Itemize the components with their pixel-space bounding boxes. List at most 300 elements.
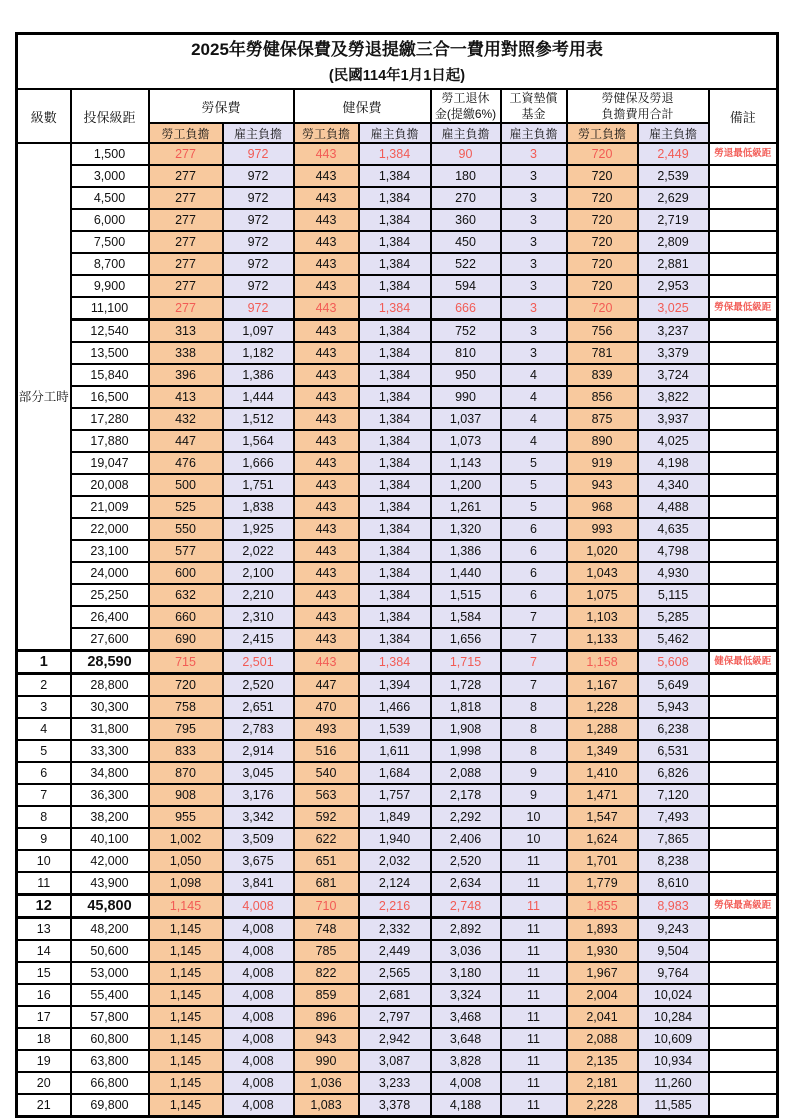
- header-labor-fee: 勞保費: [149, 89, 294, 123]
- table-row: [17, 984, 778, 1006]
- remark-cell: [709, 1094, 778, 1117]
- remark-cell: [709, 1006, 778, 1028]
- table-row: [17, 606, 778, 628]
- cell-total-employer: 4,488: [638, 496, 709, 518]
- remark-cell: [709, 474, 778, 496]
- cell-level: 11: [17, 872, 71, 895]
- cell-total-employee: 993: [567, 518, 638, 540]
- cell-labor-employer: 1,444: [223, 386, 294, 408]
- cell-wage-fund-employer: 11: [501, 1050, 567, 1072]
- cell-pension-employer: 1,715: [431, 651, 501, 674]
- cell-labor-employer: 4,008: [223, 918, 294, 941]
- cell-health-employee: 859: [294, 984, 359, 1006]
- cell-labor-employee: 525: [149, 496, 223, 518]
- cell-labor-employer: 3,045: [223, 762, 294, 784]
- cell-labor-employee: 758: [149, 696, 223, 718]
- table-row: [17, 408, 778, 430]
- cell-labor-employee: 277: [149, 165, 223, 187]
- cell-total-employee: 1,624: [567, 828, 638, 850]
- cell-health-employer: 2,032: [359, 850, 431, 872]
- cell-labor-employer: 972: [223, 165, 294, 187]
- table-row: [17, 962, 778, 984]
- cell-total-employer: 10,284: [638, 1006, 709, 1028]
- bracket-cell: 63,800: [71, 1050, 149, 1072]
- cell-total-employer: 3,724: [638, 364, 709, 386]
- cell-total-employer: 8,610: [638, 872, 709, 895]
- cell-total-employer: 3,822: [638, 386, 709, 408]
- cell-pension-employer: 2,892: [431, 918, 501, 941]
- cell-labor-employer: 2,914: [223, 740, 294, 762]
- bracket-cell: 55,400: [71, 984, 149, 1006]
- bracket-cell: 43,900: [71, 872, 149, 895]
- cell-pension-employer: 1,386: [431, 540, 501, 562]
- bracket-cell: 17,880: [71, 430, 149, 452]
- bracket-cell: 69,800: [71, 1094, 149, 1117]
- cell-health-employee: 896: [294, 1006, 359, 1028]
- cell-level: 5: [17, 740, 71, 762]
- cell-wage-fund-employer: 5: [501, 474, 567, 496]
- table-row: [17, 828, 778, 850]
- cell-level: 17: [17, 1006, 71, 1028]
- cell-total-employee: 919: [567, 452, 638, 474]
- cell-total-employer: 4,340: [638, 474, 709, 496]
- cell-pension-employer: 4,008: [431, 1072, 501, 1094]
- cell-health-employer: 1,384: [359, 518, 431, 540]
- cell-health-employee: 990: [294, 1050, 359, 1072]
- cell-health-employer: 1,384: [359, 408, 431, 430]
- cell-health-employer: 1,384: [359, 297, 431, 320]
- cell-labor-employer: 1,666: [223, 452, 294, 474]
- cell-level: 6: [17, 762, 71, 784]
- cell-total-employer: 7,865: [638, 828, 709, 850]
- cell-total-employee: 1,779: [567, 872, 638, 895]
- cell-total-employee: 1,701: [567, 850, 638, 872]
- cell-health-employer: 1,394: [359, 674, 431, 697]
- cell-level: 10: [17, 850, 71, 872]
- cell-labor-employee: 277: [149, 253, 223, 275]
- header-health-fee: 健保費: [294, 89, 431, 123]
- cell-pension-employer: 3,324: [431, 984, 501, 1006]
- table-row: [17, 1050, 778, 1072]
- header-bracket: 投保級距: [71, 89, 149, 143]
- remark-cell: [709, 253, 778, 275]
- subheader-labor-employee: 勞工負擔: [149, 123, 223, 143]
- subheader-health-employee: 勞工負擔: [294, 123, 359, 143]
- cell-level: 16: [17, 984, 71, 1006]
- cell-pension-employer: 180: [431, 165, 501, 187]
- bracket-cell: 27,600: [71, 628, 149, 651]
- cell-labor-employee: 277: [149, 231, 223, 253]
- bracket-cell: 15,840: [71, 364, 149, 386]
- bracket-cell: 38,200: [71, 806, 149, 828]
- cell-labor-employer: 1,925: [223, 518, 294, 540]
- fee-comparison-sheet: [15, 32, 779, 1118]
- cell-wage-fund-employer: 6: [501, 562, 567, 584]
- remark-cell: [709, 496, 778, 518]
- cell-health-employee: 443: [294, 342, 359, 364]
- cell-labor-employee: 908: [149, 784, 223, 806]
- bracket-cell: 9,900: [71, 275, 149, 297]
- cell-total-employee: 1,349: [567, 740, 638, 762]
- table-row: [17, 452, 778, 474]
- cell-total-employee: 1,930: [567, 940, 638, 962]
- cell-wage-fund-employer: 11: [501, 962, 567, 984]
- cell-level: 4: [17, 718, 71, 740]
- table-row: [17, 1028, 778, 1050]
- remark-cell: 勞保最低級距: [709, 297, 778, 320]
- table-row: [17, 718, 778, 740]
- cell-health-employee: 748: [294, 918, 359, 941]
- cell-health-employee: 443: [294, 297, 359, 320]
- remark-cell: 勞保最高級距: [709, 895, 778, 918]
- cell-wage-fund-employer: 9: [501, 784, 567, 806]
- table-row: [17, 562, 778, 584]
- bracket-cell: 48,200: [71, 918, 149, 941]
- cell-labor-employer: 4,008: [223, 984, 294, 1006]
- cell-pension-employer: 1,584: [431, 606, 501, 628]
- cell-wage-fund-employer: 7: [501, 628, 567, 651]
- remark-cell: [709, 320, 778, 343]
- cell-health-employee: 443: [294, 275, 359, 297]
- remark-cell: [709, 1028, 778, 1050]
- cell-health-employer: 1,384: [359, 606, 431, 628]
- table-row: [17, 696, 778, 718]
- cell-labor-employer: 2,501: [223, 651, 294, 674]
- table-row: [17, 1072, 778, 1094]
- cell-labor-employer: 1,751: [223, 474, 294, 496]
- cell-level: 9: [17, 828, 71, 850]
- cell-health-employer: 1,539: [359, 718, 431, 740]
- cell-total-employee: 781: [567, 342, 638, 364]
- cell-labor-employer: 1,564: [223, 430, 294, 452]
- cell-total-employee: 1,167: [567, 674, 638, 697]
- cell-total-employee: 1,103: [567, 606, 638, 628]
- cell-total-employer: 11,260: [638, 1072, 709, 1094]
- remark-cell: [709, 518, 778, 540]
- cell-labor-employer: 972: [223, 187, 294, 209]
- cell-health-employee: 443: [294, 165, 359, 187]
- cell-labor-employee: 396: [149, 364, 223, 386]
- cell-total-employer: 6,531: [638, 740, 709, 762]
- cell-pension-employer: 666: [431, 297, 501, 320]
- cell-total-employer: 3,237: [638, 320, 709, 343]
- cell-labor-employee: 338: [149, 342, 223, 364]
- cell-health-employer: 1,384: [359, 540, 431, 562]
- header-wage-fund: [501, 89, 567, 123]
- bracket-cell: 45,800: [71, 895, 149, 918]
- cell-total-employer: 2,539: [638, 165, 709, 187]
- fee-comparison-table: [15, 32, 779, 1118]
- cell-level: 15: [17, 962, 71, 984]
- cell-health-employee: 443: [294, 496, 359, 518]
- cell-labor-employer: 2,022: [223, 540, 294, 562]
- cell-labor-employee: 1,145: [149, 984, 223, 1006]
- table-row: [17, 209, 778, 231]
- cell-level: 18: [17, 1028, 71, 1050]
- cell-total-employee: 720: [567, 209, 638, 231]
- cell-wage-fund-employer: 7: [501, 651, 567, 674]
- cell-labor-employee: 660: [149, 606, 223, 628]
- bracket-cell: 22,000: [71, 518, 149, 540]
- cell-wage-fund-employer: 7: [501, 674, 567, 697]
- cell-health-employer: 1,466: [359, 696, 431, 718]
- cell-labor-employer: 4,008: [223, 1072, 294, 1094]
- cell-total-employee: 720: [567, 231, 638, 253]
- remark-cell: [709, 718, 778, 740]
- cell-wage-fund-employer: 11: [501, 918, 567, 941]
- cell-health-employee: 681: [294, 872, 359, 895]
- cell-wage-fund-employer: 11: [501, 1006, 567, 1028]
- page-title: 2025年勞健保保費及勞退提繳三合一費用對照參考用表: [191, 40, 603, 59]
- table-row: [17, 918, 778, 941]
- cell-health-employee: 516: [294, 740, 359, 762]
- cell-health-employer: 1,940: [359, 828, 431, 850]
- cell-health-employee: 443: [294, 562, 359, 584]
- remark-cell: [709, 562, 778, 584]
- table-row: [17, 231, 778, 253]
- cell-total-employee: 1,855: [567, 895, 638, 918]
- bracket-cell: 26,400: [71, 606, 149, 628]
- cell-pension-employer: 360: [431, 209, 501, 231]
- cell-level: 13: [17, 918, 71, 941]
- bracket-cell: 16,500: [71, 386, 149, 408]
- header-pension-line2: 金(提繳6%): [434, 107, 497, 121]
- cell-health-employer: 1,611: [359, 740, 431, 762]
- cell-health-employer: 2,449: [359, 940, 431, 962]
- cell-total-employee: 2,228: [567, 1094, 638, 1117]
- remark-cell: [709, 850, 778, 872]
- cell-labor-employee: 1,145: [149, 1050, 223, 1072]
- cell-health-employee: 493: [294, 718, 359, 740]
- remark-cell: [709, 231, 778, 253]
- cell-pension-employer: 2,088: [431, 762, 501, 784]
- cell-wage-fund-employer: 8: [501, 740, 567, 762]
- cell-wage-fund-employer: 11: [501, 1072, 567, 1094]
- subheader-total-employer: 雇主負擔: [638, 123, 709, 143]
- cell-level: 12: [17, 895, 71, 918]
- cell-health-employee: 651: [294, 850, 359, 872]
- cell-total-employer: 4,025: [638, 430, 709, 452]
- cell-labor-employee: 1,145: [149, 918, 223, 941]
- remark-cell: [709, 674, 778, 697]
- cell-labor-employer: 2,783: [223, 718, 294, 740]
- table-row: [17, 895, 778, 918]
- cell-wage-fund-employer: 3: [501, 342, 567, 364]
- cell-total-employer: 4,798: [638, 540, 709, 562]
- cell-wage-fund-employer: 7: [501, 606, 567, 628]
- cell-total-employee: 1,133: [567, 628, 638, 651]
- cell-pension-employer: 2,292: [431, 806, 501, 828]
- remark-cell: 健保最低級距: [709, 651, 778, 674]
- cell-wage-fund-employer: 3: [501, 165, 567, 187]
- remark-cell: [709, 584, 778, 606]
- bracket-cell: 3,000: [71, 165, 149, 187]
- cell-pension-employer: 1,143: [431, 452, 501, 474]
- cell-total-employee: 856: [567, 386, 638, 408]
- cell-wage-fund-employer: 11: [501, 984, 567, 1006]
- cell-wage-fund-employer: 3: [501, 143, 567, 165]
- cell-labor-employer: 972: [223, 297, 294, 320]
- remark-cell: [709, 628, 778, 651]
- table-row: [17, 187, 778, 209]
- cell-labor-employee: 632: [149, 584, 223, 606]
- cell-health-employer: 1,384: [359, 342, 431, 364]
- cell-labor-employer: 4,008: [223, 1050, 294, 1072]
- bracket-cell: 33,300: [71, 740, 149, 762]
- cell-health-employee: 443: [294, 474, 359, 496]
- cell-wage-fund-employer: 3: [501, 253, 567, 275]
- cell-health-employee: 443: [294, 364, 359, 386]
- cell-health-employer: 1,384: [359, 651, 431, 674]
- cell-total-employer: 9,504: [638, 940, 709, 962]
- cell-total-employer: 5,462: [638, 628, 709, 651]
- cell-labor-employee: 1,145: [149, 962, 223, 984]
- cell-labor-employer: 1,838: [223, 496, 294, 518]
- header-total-line2: 負擔費用合計: [601, 107, 674, 121]
- cell-total-employee: 2,181: [567, 1072, 638, 1094]
- cell-total-employee: 1,043: [567, 562, 638, 584]
- remark-cell: [709, 784, 778, 806]
- cell-pension-employer: 1,998: [431, 740, 501, 762]
- cell-pension-employer: 594: [431, 275, 501, 297]
- cell-labor-employee: 277: [149, 187, 223, 209]
- cell-pension-employer: 270: [431, 187, 501, 209]
- table-row: [17, 584, 778, 606]
- cell-health-employer: 2,565: [359, 962, 431, 984]
- cell-wage-fund-employer: 6: [501, 584, 567, 606]
- cell-total-employer: 2,809: [638, 231, 709, 253]
- cell-labor-employer: 1,182: [223, 342, 294, 364]
- cell-health-employer: 1,384: [359, 143, 431, 165]
- cell-labor-employee: 447: [149, 430, 223, 452]
- table-row: [17, 628, 778, 651]
- table-row: [17, 850, 778, 872]
- cell-total-employee: 720: [567, 275, 638, 297]
- header-remark: 備註: [709, 89, 778, 143]
- table-row: [17, 165, 778, 187]
- cell-health-employee: 443: [294, 518, 359, 540]
- cell-health-employee: 443: [294, 628, 359, 651]
- cell-pension-employer: 810: [431, 342, 501, 364]
- table-row: [17, 342, 778, 364]
- cell-wage-fund-employer: 8: [501, 696, 567, 718]
- cell-health-employee: 1,036: [294, 1072, 359, 1094]
- cell-level: 20: [17, 1072, 71, 1094]
- cell-pension-employer: 2,178: [431, 784, 501, 806]
- cell-total-employer: 6,238: [638, 718, 709, 740]
- cell-pension-employer: 1,073: [431, 430, 501, 452]
- cell-labor-employee: 690: [149, 628, 223, 651]
- cell-labor-employee: 476: [149, 452, 223, 474]
- cell-labor-employer: 3,509: [223, 828, 294, 850]
- cell-pension-employer: 3,036: [431, 940, 501, 962]
- cell-total-employee: 2,041: [567, 1006, 638, 1028]
- cell-total-employee: 2,004: [567, 984, 638, 1006]
- bracket-cell: 20,008: [71, 474, 149, 496]
- cell-labor-employee: 432: [149, 408, 223, 430]
- bracket-cell: 1,500: [71, 143, 149, 165]
- subheader-fund-employer: 雇主負擔: [501, 123, 567, 143]
- cell-total-employee: 1,893: [567, 918, 638, 941]
- cell-health-employee: 443: [294, 584, 359, 606]
- cell-wage-fund-employer: 10: [501, 828, 567, 850]
- subheader-labor-employer: 雇主負擔: [223, 123, 294, 143]
- cell-labor-employee: 1,050: [149, 850, 223, 872]
- cell-labor-employee: 1,145: [149, 1094, 223, 1117]
- bracket-cell: 31,800: [71, 718, 149, 740]
- cell-labor-employee: 577: [149, 540, 223, 562]
- remark-cell: [709, 872, 778, 895]
- cell-health-employee: 443: [294, 143, 359, 165]
- cell-health-employer: 1,384: [359, 452, 431, 474]
- cell-labor-employer: 4,008: [223, 895, 294, 918]
- cell-labor-employee: 277: [149, 297, 223, 320]
- table-body: [17, 143, 778, 1117]
- cell-pension-employer: 3,648: [431, 1028, 501, 1050]
- cell-total-employer: 8,238: [638, 850, 709, 872]
- cell-total-employer: 4,930: [638, 562, 709, 584]
- cell-health-employer: 1,384: [359, 320, 431, 343]
- bracket-cell: 25,250: [71, 584, 149, 606]
- cell-total-employee: 1,410: [567, 762, 638, 784]
- bracket-cell: 30,300: [71, 696, 149, 718]
- table-row: [17, 496, 778, 518]
- remark-cell: [709, 940, 778, 962]
- cell-total-employee: 1,020: [567, 540, 638, 562]
- bracket-cell: 17,280: [71, 408, 149, 430]
- remark-cell: [709, 408, 778, 430]
- bracket-cell: 34,800: [71, 762, 149, 784]
- cell-wage-fund-employer: 3: [501, 275, 567, 297]
- cell-labor-employee: 1,002: [149, 828, 223, 850]
- bracket-cell: 28,800: [71, 674, 149, 697]
- table-row: [17, 364, 778, 386]
- cell-health-employer: 1,384: [359, 275, 431, 297]
- cell-total-employee: 968: [567, 496, 638, 518]
- cell-health-employer: 3,233: [359, 1072, 431, 1094]
- table-row: [17, 674, 778, 697]
- cell-total-employee: 1,967: [567, 962, 638, 984]
- cell-labor-employee: 720: [149, 674, 223, 697]
- cell-labor-employee: 955: [149, 806, 223, 828]
- bracket-cell: 6,000: [71, 209, 149, 231]
- cell-health-employer: 1,849: [359, 806, 431, 828]
- cell-labor-employer: 2,310: [223, 606, 294, 628]
- cell-pension-employer: 1,908: [431, 718, 501, 740]
- cell-health-employer: 2,216: [359, 895, 431, 918]
- cell-labor-employee: 500: [149, 474, 223, 496]
- table-row: [17, 651, 778, 674]
- cell-total-employee: 1,471: [567, 784, 638, 806]
- cell-pension-employer: 1,440: [431, 562, 501, 584]
- cell-wage-fund-employer: 11: [501, 895, 567, 918]
- cell-total-employer: 2,719: [638, 209, 709, 231]
- cell-total-employee: 1,158: [567, 651, 638, 674]
- header-total: [567, 89, 709, 123]
- remark-cell: [709, 828, 778, 850]
- cell-health-employer: 2,332: [359, 918, 431, 941]
- cell-health-employer: 2,942: [359, 1028, 431, 1050]
- cell-health-employee: 563: [294, 784, 359, 806]
- cell-labor-employee: 413: [149, 386, 223, 408]
- cell-wage-fund-employer: 3: [501, 231, 567, 253]
- cell-total-employee: 943: [567, 474, 638, 496]
- remark-cell: [709, 342, 778, 364]
- cell-total-employer: 3,025: [638, 297, 709, 320]
- cell-total-employer: 8,983: [638, 895, 709, 918]
- cell-wage-fund-employer: 11: [501, 872, 567, 895]
- cell-labor-employer: 1,386: [223, 364, 294, 386]
